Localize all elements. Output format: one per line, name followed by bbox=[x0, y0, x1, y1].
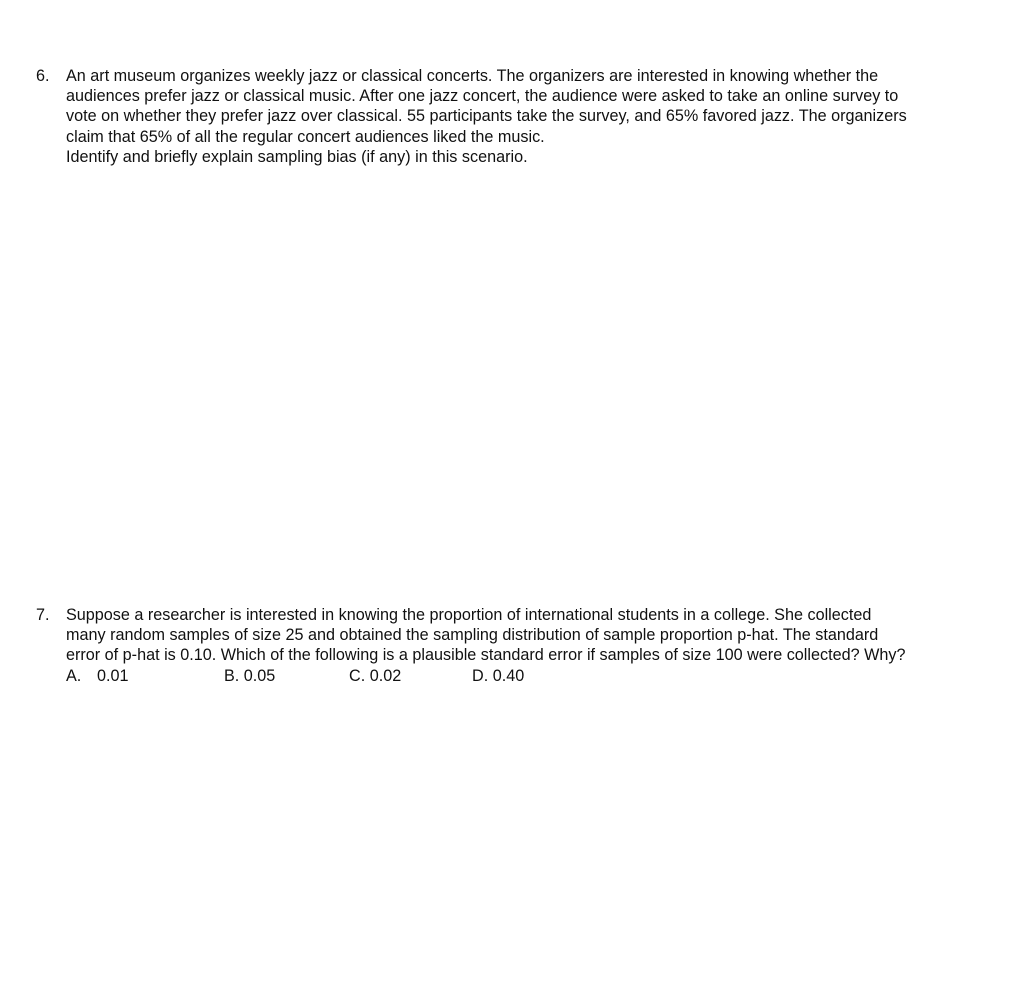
question-number: 6. bbox=[36, 67, 50, 85]
option-letter: C. bbox=[349, 666, 366, 685]
option-a bbox=[66, 666, 129, 686]
question-line: An art museum organizes weekly jazz or classical concerts. The organizers are interested in knowing whether the bbox=[66, 67, 879, 85]
option-value: 0.02 bbox=[369, 666, 402, 685]
option-value: 0.01 bbox=[97, 666, 129, 685]
option-b bbox=[224, 666, 275, 686]
question-line: audiences prefer jazz or classical music. After one jazz concert, the audience were asked to take an online survey to bbox=[66, 87, 899, 106]
option-letter: A. bbox=[66, 666, 82, 685]
answer-options bbox=[66, 666, 986, 686]
option-letter: D. bbox=[472, 666, 489, 685]
option-letter: B. bbox=[224, 666, 240, 685]
option-value: 0.05 bbox=[243, 666, 276, 685]
question-line: Suppose a researcher is interested in knowing the proportion of international students in a college. She collected bbox=[66, 606, 872, 624]
question-line: error of p-hat is 0.10. Which of the following is a plausible standard error if samples of size 100 were collected? Why? bbox=[66, 646, 906, 665]
question-line: vote on whether they prefer jazz over classical. 55 participants take the survey, and 65% favored jazz. The organizers bbox=[66, 107, 907, 126]
option-d bbox=[472, 666, 524, 686]
question-line: many random samples of size 25 and obtained the sampling distribution of sample proportion p-hat. The standard bbox=[66, 626, 879, 645]
question-prompt: Identify and briefly explain sampling bias (if any) in this scenario. bbox=[66, 147, 528, 166]
option-value: 0.40 bbox=[492, 666, 525, 685]
question-number: 7. bbox=[36, 606, 50, 624]
question-line: claim that 65% of all the regular concert audiences liked the music. bbox=[66, 127, 545, 146]
option-c bbox=[349, 666, 401, 686]
question-text bbox=[66, 605, 986, 686]
question-text bbox=[66, 66, 986, 167]
